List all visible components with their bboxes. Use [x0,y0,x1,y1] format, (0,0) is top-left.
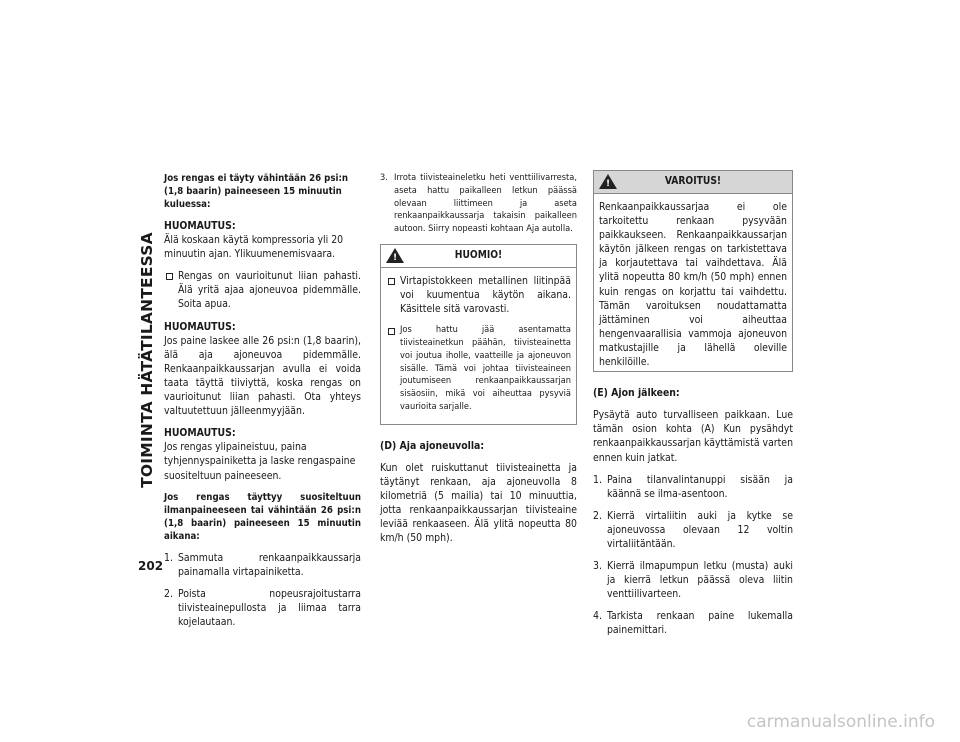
step-text: Paina tilanvalintanuppi sisään ja käännä se ilma-asentoon. [607,473,793,500]
square-bullet-icon [166,273,173,280]
warning-title: VAROITUS! [664,176,722,187]
heading-inflates: Jos rengas täyttyy suositeltuun ilmanpaineeseen tai vähintään 26 psi:n (1,8 baarin) paineeseen 15 minuutin aikana: [164,491,361,542]
step-text: Poista nopeusrajoitustarra tiivisteainepullosta ja liimaa tarra kojelautaan. [178,587,361,628]
column-1 [164,172,361,637]
caution-title: HUOMIO! [454,249,503,261]
bullet-item [164,269,361,311]
sidebar-section-title [138,172,156,548]
note-1 [164,219,361,261]
square-bullet-icon [388,328,395,335]
step-text: Irrota tiivisteaineletku heti venttiilivarresta, aseta hattu paikalleen letkun päässä olevaan liittimeen ja aseta renkaanpaikkaussarja takaisin paikalleen autoon. Siirry nopeasti kohtaan Aja autolla. [394,172,577,235]
step-number: 1. [164,551,173,564]
list-item [380,172,577,236]
bullet-text: Rengas on vaurioitunut liian pahasti. Älä yritä ajaa ajoneuvoa pidemmälle. Soita apua. [178,270,361,311]
list-item [593,473,793,501]
bullet-text: Virtapistokkeen metallinen liitinpää voi kuumentua käytön aikana. Käsittele sitä varovasti. [400,274,571,316]
column-3 [593,170,793,646]
note-text: Älä koskaan käytä kompressoria yli 20 minuutin ajan. Ylikuumenemisvaara. [164,234,344,261]
list-item [164,587,361,629]
column-2 [380,172,577,554]
step-number: 2. [164,587,173,600]
note-label: HUOMAUTUS: [164,220,236,232]
step-text: Kierrä ilmapumpun letku (musta) auki ja kierrä letkun päässä oleva liitin venttiilivarteen. [607,560,793,601]
step-text: Tarkista renkaan paine lukemalla painemittari. [607,610,793,637]
step-number: 4. [593,610,602,623]
warning-box [593,170,793,372]
caution-header [381,245,576,268]
step-number: 3. [380,172,388,183]
warning-header [594,171,792,194]
note-label: HUOMAUTUS: [164,320,236,333]
step-number: 2. [593,509,602,522]
section-d-text: Kun olet ruiskuttanut tiivisteainetta ja täytänyt renkaan, aja ajoneuvolla 8 kilometriä (5 mailia) tai 10 minuuttia, jotta renkaanpaikkaussarjan tiivisteaine leviää renkaaseen. Älä ylitä nopeutta 80 km/h (50 mph). [380,461,577,545]
bullet-item [386,324,571,414]
bullet-text: Jos hattu jää asentamatta tiivisteainetkun päähän, tiivisteainetta voi joutua iholle, vaatteille ja ajoneuvon sisälle. Tämä voi johtaa tiivisteaineen joutumiseen renkaanpaikkaussarjan sisäosiin, mikä voi aiheuttaa pysyviä vaurioita sarjalle. [400,324,571,413]
list-item [593,509,793,551]
section-heading-d: (D) Aja ajoneuvolla: [380,439,485,452]
note-3 [164,426,361,482]
note-label: HUOMAUTUS: [164,427,236,440]
step-text: Sammuta renkaanpaikkaussarja painamalla virtapainiketta. [178,551,361,578]
note-text: Jos paine laskee alle 26 psi:n (1,8 baarin), älä aja ajoneuvoa pidemmälle. Renkaanpaikkaussarjan avulla ei voida taata täyttä tiiviyttä, koska rengas on vaurioitunut liian pahasti. Ota yhteys valtuutettuun jälleenmyyjään. [164,334,361,418]
list-item [593,559,793,601]
bullet-item [386,274,571,316]
page-number: 202 [138,559,164,573]
heading-not-inflating: Jos rengas ei täyty vähintään 26 psi:n (1,8 baarin) paineeseen 15 minuutin kuluessa: [164,173,349,210]
caution-box [380,244,577,425]
note-text: Jos rengas ylipaineistuu, paina tyhjennyspainiketta ja laske rengaspaine suositeltuun paineeseen. [164,441,356,482]
section-e-text: Pysäytä auto turvalliseen paikkaan. Lue tämän osion kohta (A) Kun pysähdyt renkaanpaikkaussarjan käyttämistä varten ennen kuin jatkat. [593,409,793,464]
list-item [164,551,361,579]
step-text: Kierrä virtaliitin auki ja kytke se ajoneuvossa olevaan 12 voltin virtaliitäntään. [607,509,793,550]
square-bullet-icon [388,278,395,285]
section-heading-e: (E) Ajon jälkeen: [593,387,680,400]
warning-body: Renkaanpaikkaussarjaa ei ole tarkoitettu renkaan pysyvään paikkaukseen. Renkaanpaikkaussarjan käytön jälkeen rengas on tarkistettava ja korjautettava tai vaihdettava. Älä ylitä nopeutta 80 km/h (50 mph) ennen kuin rengas on korjattu tai vaihdettu. Tämän varoituksen noudattamatta jättäminen voi aiheuttaa hengenvaarallisia vammoja ajoneuvon matkustajille ja lähellä oleville henkilöille. [599,201,787,369]
step-number: 3. [593,560,602,573]
step-number: 1. [593,473,602,486]
watermark: carmanualsonline.info [746,712,935,732]
note-2 [164,320,361,419]
list-item [593,609,793,637]
sidebar-title-text: TOIMINTA HÄTÄTILANTEESSA [138,232,156,488]
caution-body [381,268,576,424]
